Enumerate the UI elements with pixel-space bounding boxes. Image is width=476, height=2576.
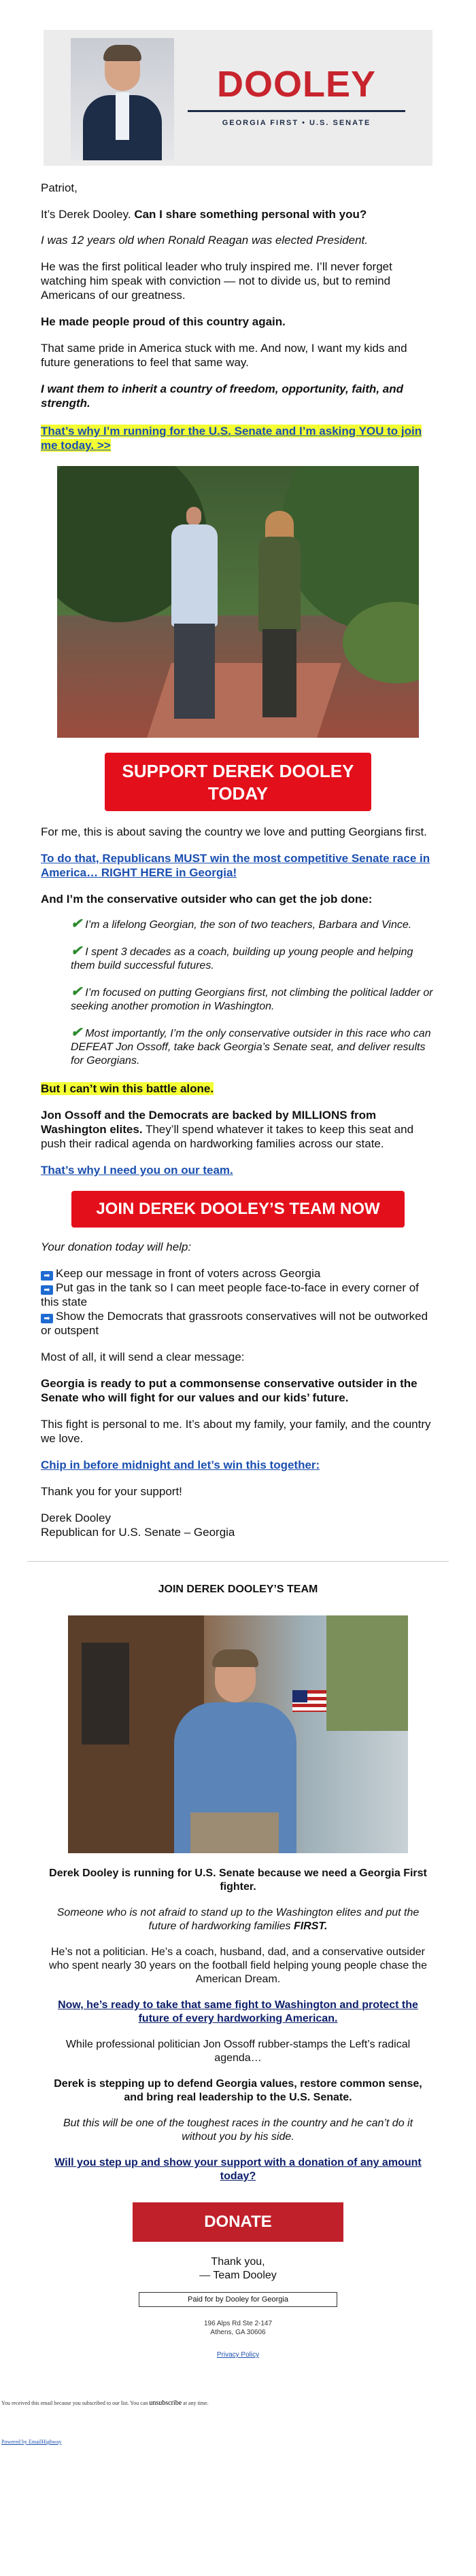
paid-for-box: Paid for by Dooley for Georgia [139, 2292, 337, 2307]
someone-paragraph: Someone who is not afraid to stand up to the Washington elites and put the future of hardworking families FIRST. [56, 1907, 420, 1932]
section-divider [27, 1561, 449, 1562]
list-item: ✔ I spent 3 decades as a coach, building up young people and helping them build successful futures. [71, 944, 413, 971]
signature-title: Republican for U.S. Senate – Georgia [41, 1526, 235, 1539]
personal-paragraph: This fight is personal to me. It’s about my family, your family, and the country we love. [41, 1418, 431, 1445]
message-line: Most of all, it will send a clear message: [41, 1350, 245, 1363]
check-icon: ✔ [71, 944, 82, 959]
team-thank-you: Thank you, [211, 2256, 265, 2268]
header-rule [188, 110, 405, 112]
toughest-paragraph: But this will be one of the toughest races in the country and he can’t do it without you by his side. [63, 2117, 413, 2143]
ossoff-paragraph: Jon Ossoff and the Democrats are backed by MILLIONS from Washington elites. They’ll spend whatever it takes to keep this seat and push their radical agenda on hardworking families across our state. [41, 1109, 414, 1150]
list-item: ➡ Keep our message in front of voters across Georgia [41, 1266, 435, 1281]
outsider-line: And I’m the conservative outsider who can get the job done: [41, 893, 373, 906]
privacy-link[interactable]: Privacy Policy [216, 2351, 260, 2359]
right-arrow-icon: ➡ [41, 1314, 53, 1323]
candidate-photo-street [68, 1615, 408, 1853]
candidate-portrait [71, 38, 174, 160]
chip-link[interactable]: Chip in before midnight and let’s win this together: [41, 1459, 320, 1471]
why-link[interactable]: That’s why I need you on our team. [41, 1164, 233, 1177]
right-arrow-icon: ➡ [41, 1285, 53, 1295]
team-signature: — Team Dooley [199, 2270, 277, 2281]
list-item: ➡ Show the Democrats that grassroots conservatives will not be outworked or outspent [41, 1310, 428, 1337]
support-button[interactable]: SUPPORT DEREK DOOLEY TODAY [105, 753, 371, 811]
header-name: DOOLEY [216, 64, 377, 105]
header-tagline: GEORGIA FIRST • U.S. SENATE [222, 119, 371, 127]
list-item: ✔ I’m focused on putting Georgians first, not climbing the political ladder or seeking another promotion in Washington. [71, 984, 433, 1012]
saving-paragraph: For me, this is about saving the country we love and putting Georgians first. [41, 825, 427, 838]
step-up-link[interactable]: Will you step up and show your support with a donation of any amount today? [54, 2157, 422, 2182]
stepping-paragraph: Derek is stepping up to defend Georgia values, restore common sense, and bring real leadership to the U.S. Senate. [54, 2078, 422, 2103]
unsubscribe-link[interactable]: unsubscribe [149, 2399, 182, 2407]
ready-paragraph: Georgia is ready to put a commonsense conservative outsider in the Senate who will fight for our values and our kids’ future. [41, 1377, 418, 1404]
donation-uses-list [41, 1266, 435, 1338]
check-icon: ✔ [71, 916, 82, 931]
inspired-paragraph: He was the first political leader who truly inspired me. I’ll never forget watching him speak with conviction — not to divide us, but to remind Americans of our greatness. [41, 260, 392, 302]
signature-name: Derek Dooley [41, 1511, 111, 1524]
check-icon: ✔ [71, 984, 82, 999]
running-link-wrap [41, 424, 435, 452]
subscription-note: You received this email because you subscribed to our list. You can unsubscribe at any time. [1, 2399, 209, 2407]
join-team-button[interactable]: JOIN DEREK DOOLEY’S TEAM NOW [71, 1191, 405, 1228]
intro: It’s Derek Dooley. Can I share something personal with you? [41, 208, 367, 221]
powered-by-wrap [1, 2435, 476, 2449]
header-banner [44, 30, 432, 166]
cant-win-line: But I can’t win this battle alone. [41, 1082, 214, 1095]
ready-link-wrap [48, 1999, 428, 2026]
powered-by-link[interactable]: Powered by EmailHighway [1, 2439, 62, 2445]
qualifications-list [41, 917, 435, 1068]
privacy-link-wrap [0, 2348, 476, 2362]
greeting: Patriot, [41, 181, 78, 194]
list-item: ✔ I’m a lifelong Georgian, the son of two teachers, Barbara and Vince. [71, 916, 412, 931]
pride-paragraph: That same pride in America stuck with me. And now, I want my kids and future generations to feel that same way. [41, 342, 407, 369]
running-link[interactable]: That’s why I’m running for the U.S. Senate and I’m asking YOU to join me today. >> [41, 425, 422, 452]
check-icon: ✔ [71, 1025, 82, 1040]
donate-button[interactable]: DONATE [133, 2202, 343, 2242]
while-paragraph: While professional politician Jon Ossoff rubber-stamps the Left’s radical agenda… [65, 2039, 411, 2064]
reagan-line: I was 12 years old when Ronald Reagan was elected President. [41, 234, 369, 247]
inherit-line: I want them to inherit a country of freedom, opportunity, faith, and strength. [41, 382, 403, 410]
candidate-photo-walking [57, 466, 419, 738]
step-link-wrap [48, 2156, 428, 2183]
list-item: ✔ Most importantly, I’m the only conservative outsider in this race who can DEFEAT Jon Ossoff, take back Georgia’s Senate seat, and deliver results for Georgians. [71, 1025, 431, 1067]
fighter-line: Derek Dooley is running for U.S. Senate because we need a Georgia First fighter. [49, 1867, 427, 1893]
donation-help: Your donation today will help: [41, 1240, 192, 1253]
republicans-link[interactable]: To do that, Republicans MUST win the most competitive Senate race in America… RIGHT HERE in Georgia! [41, 852, 430, 879]
address-line-2: Athens, GA 30606 [210, 2329, 266, 2336]
ready-link[interactable]: Now, he’s ready to take that same fight to Washington and protect the future of every hardworking American. [58, 1999, 418, 2024]
list-item: ➡ Put gas in the tank so I can meet people face-to-face in every corner of this state [41, 1281, 419, 1308]
republicans-link-wrap [41, 851, 435, 880]
chip-link-wrap [41, 1458, 435, 1472]
not-politician-paragraph: He’s not a politician. He’s a coach, husband, dad, and a conservative outsider who spent nearly 30 years on the football field helping young people chase the American Dream. [49, 1946, 427, 1985]
address-line-1: 196 Alps Rd Ste 2-147 [203, 2320, 273, 2327]
team-heading: JOIN DEREK DOOLEY’S TEAM [158, 1584, 318, 1595]
why-link-wrap [41, 1163, 435, 1177]
proud-line: He made people proud of this country again. [41, 315, 286, 328]
thanks-line: Thank you for your support! [41, 1485, 182, 1498]
right-arrow-icon: ➡ [41, 1271, 53, 1281]
